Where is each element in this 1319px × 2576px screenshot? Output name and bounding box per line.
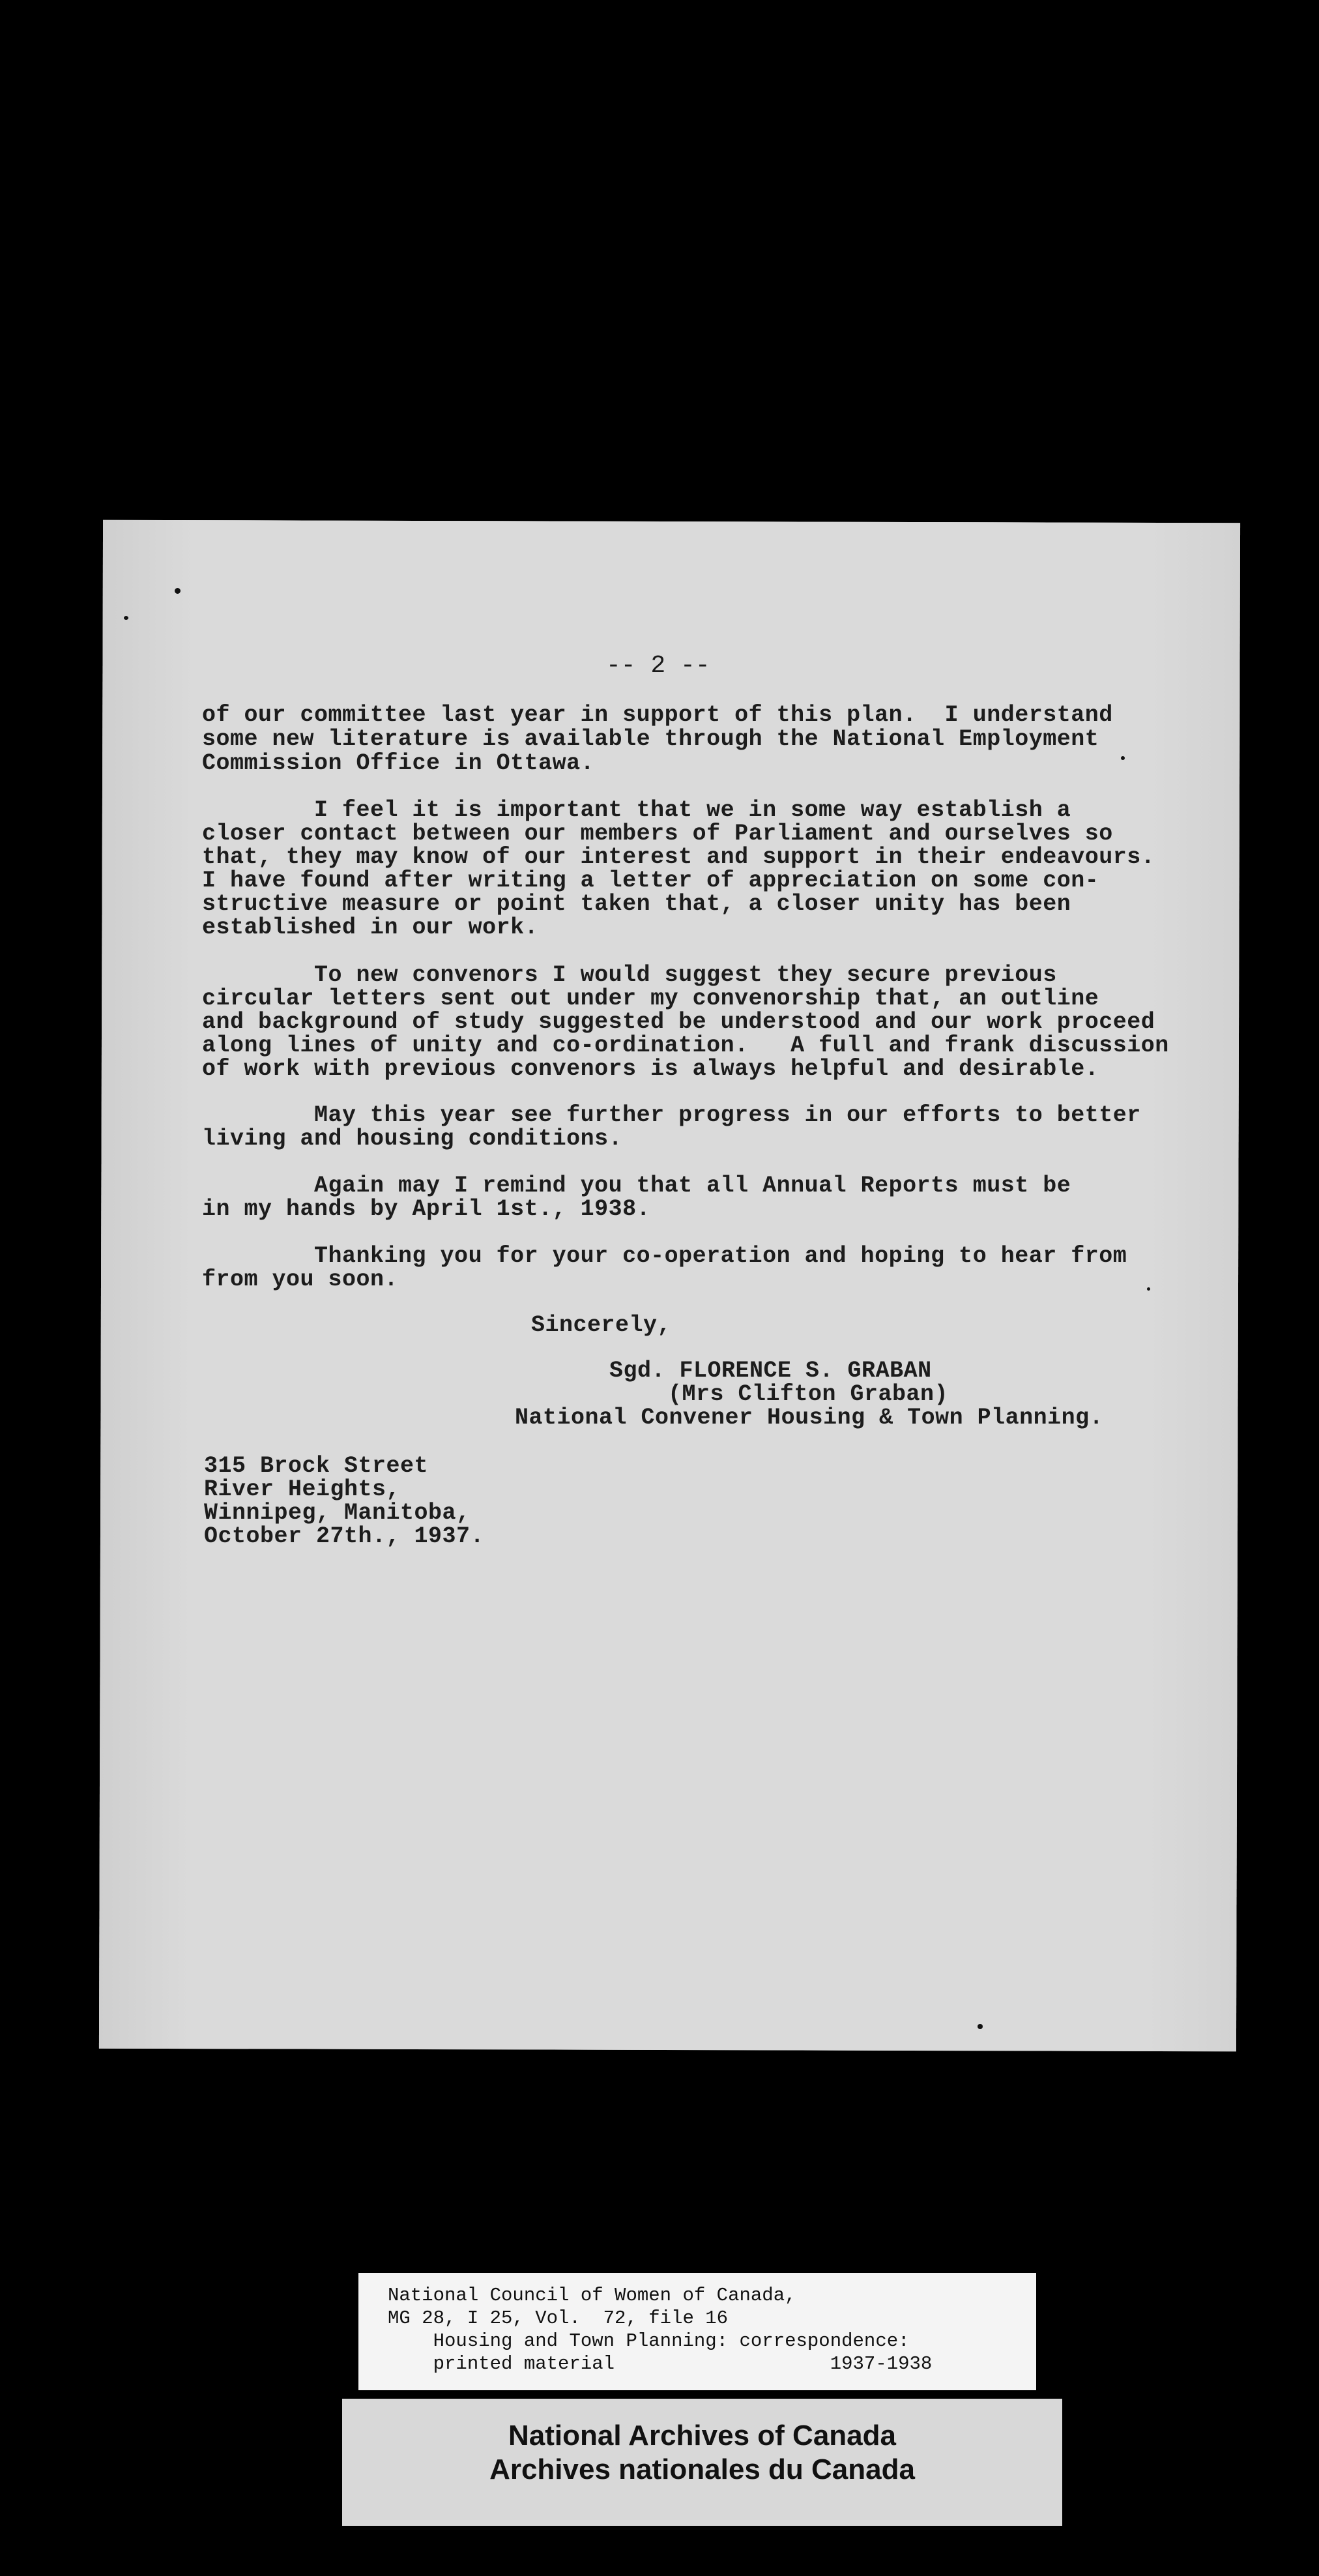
text-line: and background of study suggested be understood and our work proceed xyxy=(202,1009,1155,1035)
text-line: living and housing conditions. xyxy=(202,1126,623,1152)
text-line: along lines of unity and co-ordination. A full and frank discussion xyxy=(202,1032,1169,1059)
address-line: October 27th., 1937. xyxy=(204,1523,485,1549)
text-line: To new convenors I would suggest they secure previous xyxy=(202,962,1057,988)
text-line: Again may I remind you that all Annual Reports must be xyxy=(202,1173,1071,1199)
ink-speck xyxy=(175,588,181,594)
signature: Sgd. FLORENCE S. GRABAN xyxy=(609,1358,932,1384)
text-line: of our committee last year in support of this plan. I understand xyxy=(202,702,1113,728)
address-line: River Heights, xyxy=(204,1476,401,1502)
text-line: I have found after writing a letter of appreciation on some con- xyxy=(202,868,1099,894)
archive-name-english: National Archives of Canada xyxy=(508,2420,896,2452)
text-line: from you soon. xyxy=(202,1266,399,1293)
reference-line: MG 28, I 25, Vol. 72, file 16 xyxy=(388,2307,729,2329)
reference-line: National Council of Women of Canada, xyxy=(388,2285,796,2306)
text-line: some new literature is available through the National Employment xyxy=(202,726,1099,752)
text-line: May this year see further progress in our efforts to better xyxy=(202,1102,1141,1128)
reference-line: Housing and Town Planning: correspondence: xyxy=(388,2330,910,2352)
closing: Sincerely, xyxy=(531,1312,672,1338)
text-line: of work with previous convenors is always helpful and desirable. xyxy=(202,1056,1099,1082)
archive-name-french: Archives nationales du Canada xyxy=(489,2453,915,2485)
text-line: I feel it is important that we in some way establish a xyxy=(202,797,1071,823)
reference-line: printed material 1937-1938 xyxy=(388,2353,933,2375)
text-line: that, they may know of our interest and support in their endeavours. xyxy=(202,844,1155,870)
address-line: 315 Brock Street xyxy=(204,1453,429,1479)
ink-speck xyxy=(1121,756,1125,760)
signature-title: National Convener Housing & Town Planning. xyxy=(515,1405,1104,1431)
text-line: in my hands by April 1st., 1938. xyxy=(202,1196,651,1222)
text-line: established in our work. xyxy=(202,915,539,941)
text-line: closer contact between our members of Parliament and ourselves so xyxy=(202,821,1113,847)
text-line: Commission Office in Ottawa. xyxy=(202,750,595,776)
ink-speck xyxy=(978,2024,983,2029)
text-line: structive measure or point taken that, a closer unity has been xyxy=(202,891,1071,917)
address-line: Winnipeg, Manitoba, xyxy=(204,1500,471,1526)
ink-speck xyxy=(124,616,128,620)
signature-name: (Mrs Clifton Graban) xyxy=(668,1381,949,1407)
page-number: -- 2 -- xyxy=(606,652,710,680)
text-line: circular letters sent out under my convenorship that, an outline xyxy=(202,986,1099,1012)
text-line: Thanking you for your co-operation and hoping to hear from xyxy=(202,1243,1127,1269)
ink-speck xyxy=(1147,1287,1150,1291)
